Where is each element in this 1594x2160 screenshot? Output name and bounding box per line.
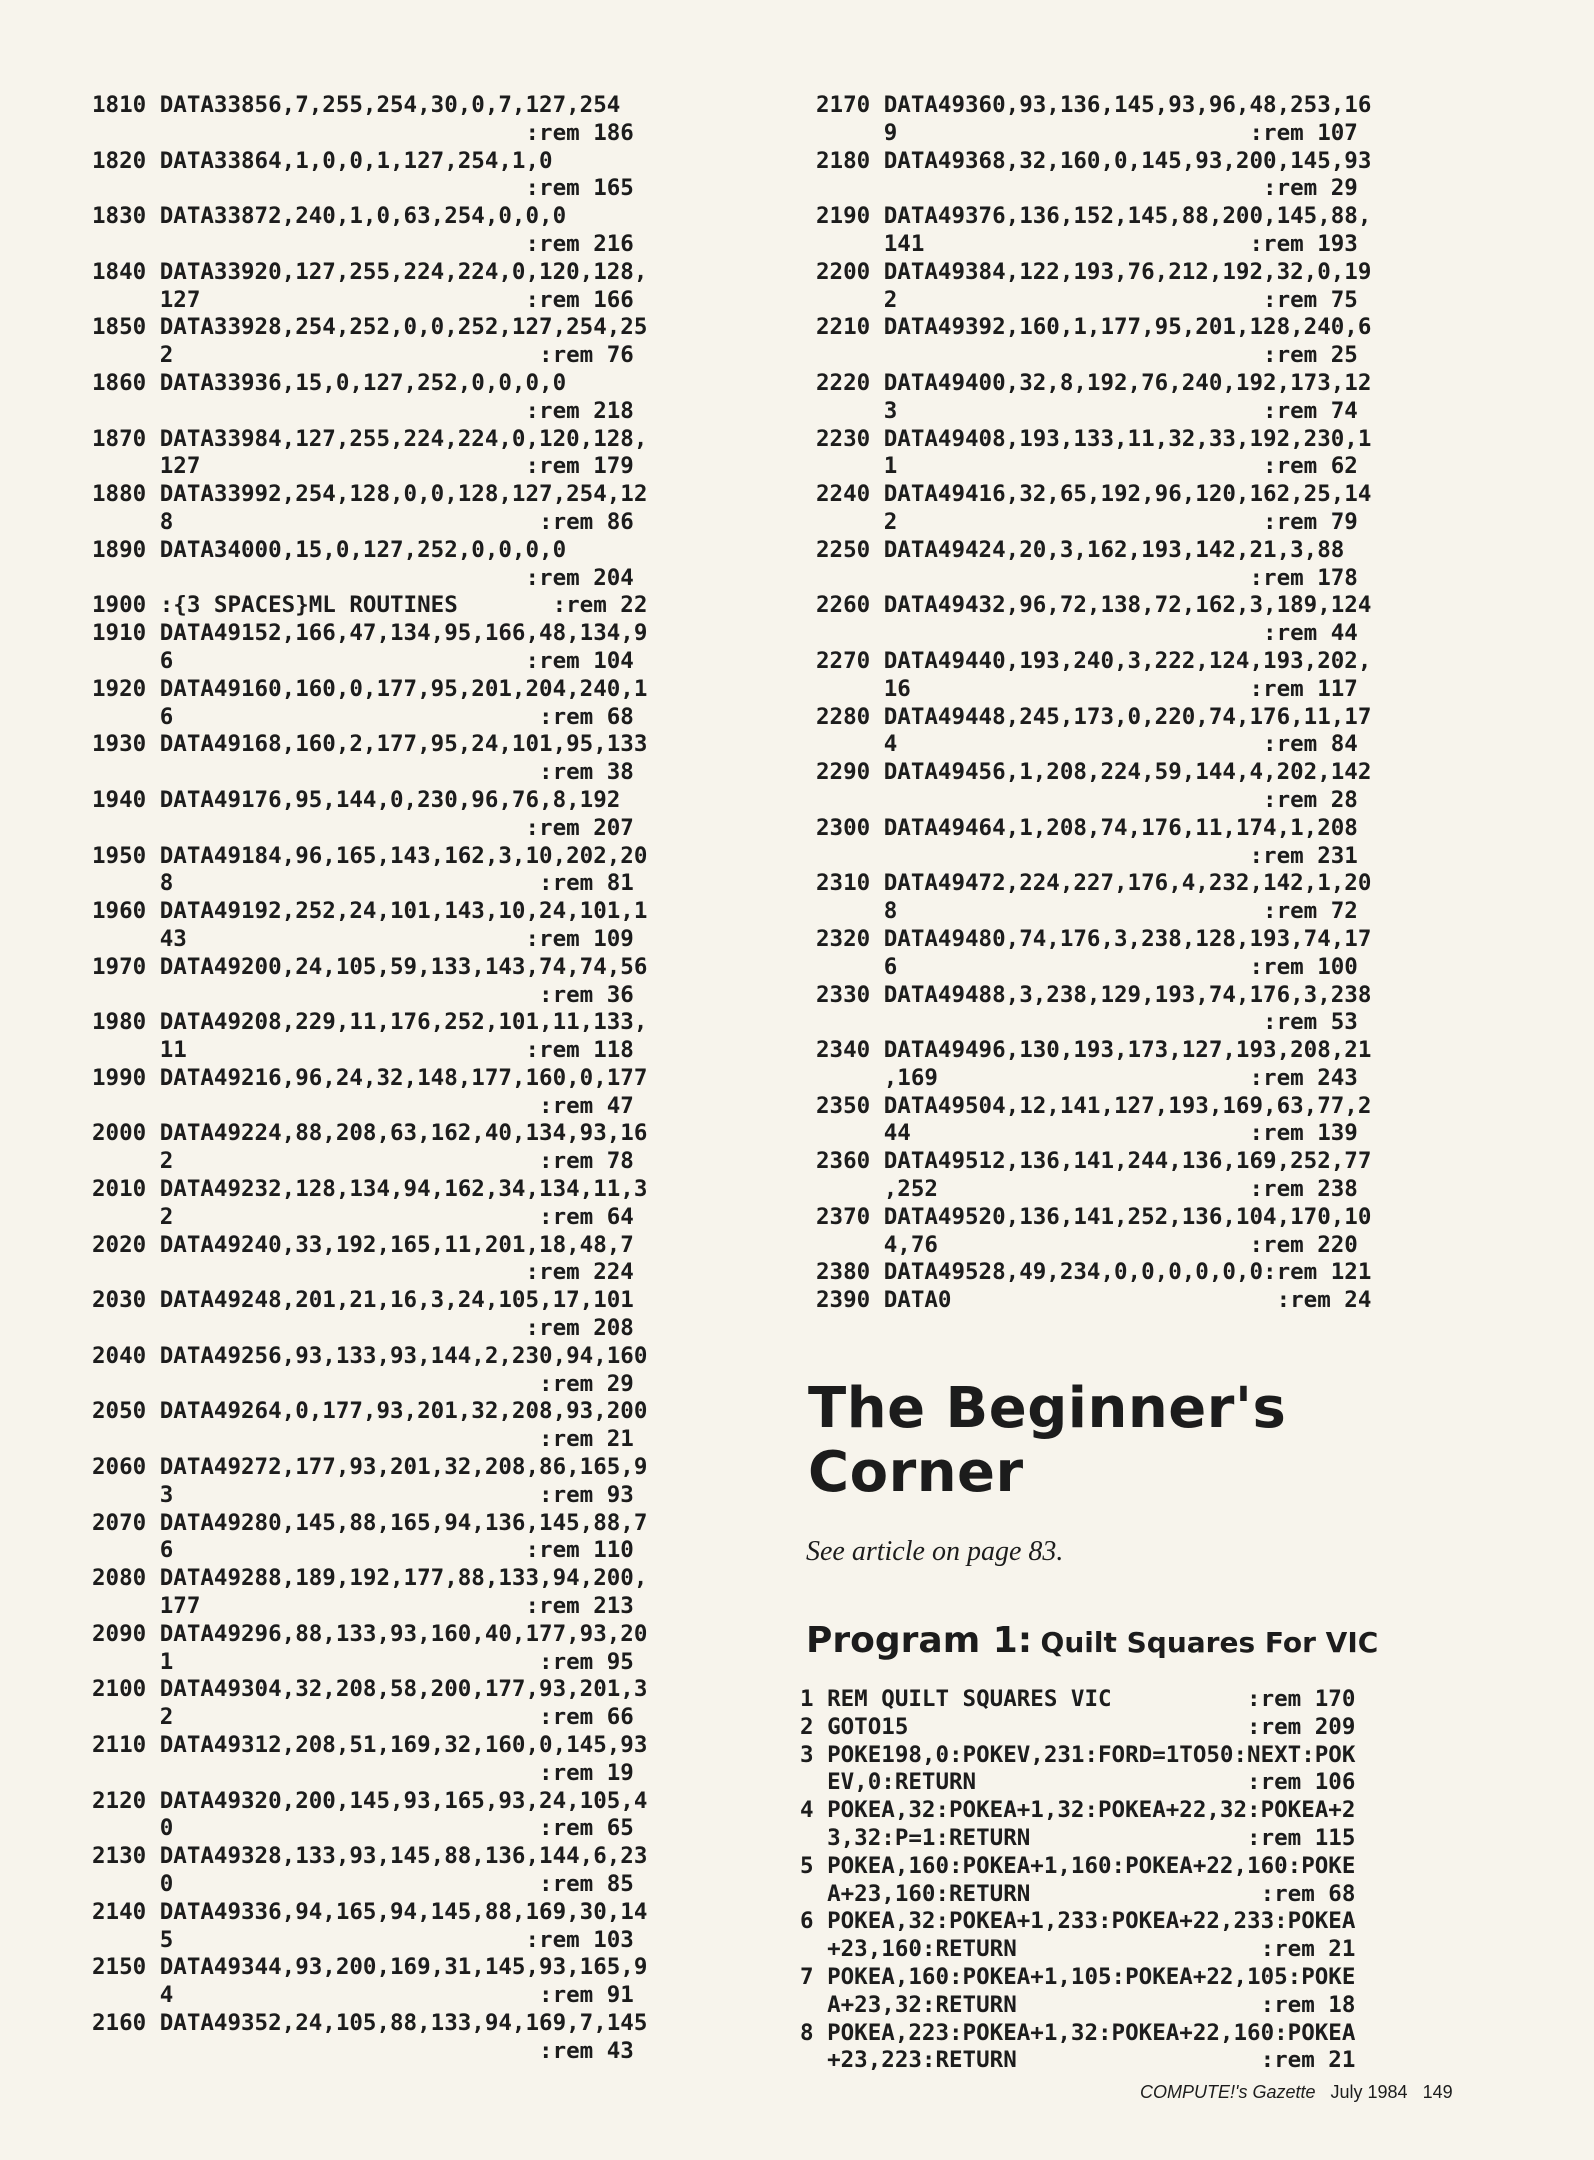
listing-line: :rem 218: [92, 397, 634, 424]
listing-line: 2050 DATA49264,0,177,93,201,32,208,93,200: [92, 1398, 648, 1425]
listing-line: :rem 208: [92, 1315, 634, 1342]
listing-line: 2080 DATA49288,189,192,177,88,133,94,200,: [92, 1565, 648, 1592]
listing-line: 2020 DATA49240,33,192,165,11,201,18,48,7: [92, 1231, 634, 1258]
listing-line: :rem 44: [816, 620, 1358, 647]
listing-line: 3 :rem 93: [92, 1481, 634, 1508]
listing-line: :rem 36: [92, 981, 634, 1008]
program-title-sub: Quilt Squares For VIC: [1040, 1626, 1379, 1659]
listing-line: 2210 DATA49392,160,1,177,95,201,128,240,6: [816, 314, 1372, 341]
listing-line: 2290 DATA49456,1,208,224,59,144,4,202,142: [816, 759, 1372, 786]
listing-line: :rem 28: [816, 786, 1358, 813]
listing-line: :rem 204: [92, 564, 634, 591]
section-heading-line1: The Beginner's: [808, 1376, 1287, 1441]
listing-line: 44 :rem 139: [816, 1120, 1358, 1147]
listing-line: 1 :rem 95: [92, 1648, 634, 1675]
listing-line: 2250 DATA49424,20,3,162,193,142,21,3,88: [816, 536, 1345, 563]
program-line: A+23,32:RETURN :rem 18: [800, 1991, 1356, 2018]
listing-line: 8 :rem 72: [816, 898, 1358, 925]
listing-line: 1970 DATA49200,24,105,59,133,143,74,74,56: [92, 953, 648, 980]
listing-line: 2110 DATA49312,208,51,169,32,160,0,145,93: [92, 1732, 648, 1759]
listing-line: 1920 DATA49160,160,0,177,95,201,204,240,1: [92, 675, 648, 702]
listing-line: :rem 38: [92, 759, 634, 786]
program-line: 1 REM QUILT SQUARES VIC :rem 170: [800, 1686, 1356, 1712]
listing-line: 2260 DATA49432,96,72,138,72,162,3,189,124: [816, 592, 1372, 619]
listing-line: 2230 DATA49408,193,133,11,32,33,192,230,1: [816, 425, 1372, 452]
listing-line: 11 :rem 118: [92, 1037, 634, 1064]
listing-line: ,169 :rem 243: [816, 1064, 1358, 1091]
program-line: 3,32:P=1:RETURN :rem 115: [800, 1824, 1356, 1851]
listing-line: 141 :rem 193: [816, 230, 1358, 257]
listing-line: 2380 DATA49528,49,234,0,0,0,0,0,0:rem 121: [816, 1259, 1372, 1286]
listing-line: 2 :rem 75: [816, 286, 1358, 313]
listing-line: 8 :rem 86: [92, 508, 634, 535]
listing-line: 2150 DATA49344,93,200,169,31,145,93,165,9: [92, 1954, 648, 1981]
listing-line: 2160 DATA49352,24,105,88,133,94,169,7,145: [92, 2009, 648, 2036]
listing-line: 2 :rem 66: [92, 1704, 634, 1731]
listing-line: 2000 DATA49224,88,208,63,162,40,134,93,16: [92, 1120, 648, 1147]
listing-line: :rem 178: [816, 564, 1358, 591]
listing-line: 8 :rem 81: [92, 870, 634, 897]
listing-line: 2240 DATA49416,32,65,192,96,120,162,25,14: [816, 481, 1372, 508]
listing-line: 1810 DATA33856,7,255,254,30,0,7,127,254: [92, 92, 621, 118]
program-line: 8 POKEA,223:POKEA+1,32:POKEA+22,160:POKEA: [800, 2019, 1356, 2046]
see-article-note: See article on page 83.: [806, 1536, 1064, 1567]
listing-line: 2220 DATA49400,32,8,192,76,240,192,173,12: [816, 369, 1372, 396]
program-listing: [800, 1686, 1355, 2075]
listing-line: 2040 DATA49256,93,133,93,144,2,230,94,160: [92, 1342, 648, 1369]
listing-line: 4,76 :rem 220: [816, 1231, 1358, 1258]
program-line: EV,0:RETURN :rem 106: [800, 1769, 1356, 1796]
listing-line: 16 :rem 117: [816, 675, 1358, 702]
listing-line: :rem 43: [92, 2037, 634, 2064]
listing-line: 1860 DATA33936,15,0,127,252,0,0,0,0: [92, 369, 567, 396]
listing-line: 2070 DATA49280,145,88,165,94,136,145,88,7: [92, 1509, 648, 1536]
listing-line: :rem 19: [92, 1759, 634, 1786]
section-heading: [808, 1377, 1286, 1505]
listing-line: :rem 47: [92, 1092, 634, 1119]
listing-line: 9 :rem 107: [816, 119, 1358, 146]
listing-line: 6 :rem 104: [92, 647, 634, 674]
listing-line: 2370 DATA49520,136,141,252,136,104,170,10: [816, 1203, 1372, 1230]
footer-date: July 1984: [1330, 2082, 1408, 2102]
listing-line: 2270 DATA49440,193,240,3,222,124,193,202,: [816, 647, 1372, 674]
listing-line: 0 :rem 65: [92, 1815, 634, 1842]
listing-line: :rem 29: [92, 1370, 634, 1397]
listing-line: 1830 DATA33872,240,1,0,63,254,0,0,0: [92, 203, 567, 230]
program-line: +23,160:RETURN :rem 21: [800, 1936, 1356, 1963]
listing-line: :rem 29: [816, 175, 1358, 202]
listing-line: 43 :rem 109: [92, 925, 634, 952]
listing-line: :rem 207: [92, 814, 634, 841]
listing-line: 1930 DATA49168,160,2,177,95,24,101,95,133: [92, 731, 648, 758]
listing-line: 6 :rem 110: [92, 1537, 634, 1564]
listing-line: 6 :rem 68: [92, 703, 634, 730]
listing-line: 0 :rem 85: [92, 1871, 634, 1897]
listing-line: 2300 DATA49464,1,208,74,176,11,174,1,208: [816, 814, 1358, 841]
page-footer: [1140, 2082, 1453, 2103]
listing-line: 2360 DATA49512,136,141,244,136,169,252,77: [816, 1148, 1372, 1175]
listing-line: :rem 216: [92, 230, 634, 257]
listing-line: :rem 224: [92, 1259, 634, 1286]
listing-line: 1980 DATA49208,229,11,176,252,101,11,133,: [92, 1009, 648, 1036]
program-line: 2 GOTO15 :rem 209: [800, 1713, 1356, 1740]
listing-line: 4 :rem 91: [92, 1982, 634, 2009]
listing-line: 2140 DATA49336,94,165,94,145,88,169,30,14: [92, 1898, 648, 1925]
listing-line: 2200 DATA49384,122,193,76,212,192,32,0,19: [816, 258, 1372, 285]
listing-line: 1840 DATA33920,127,255,224,224,0,120,128,: [92, 258, 648, 285]
listing-line: 5 :rem 103: [92, 1926, 634, 1953]
listing-line: 6 :rem 100: [816, 953, 1358, 980]
listing-line: :rem 53: [816, 1009, 1358, 1036]
listing-line: 3 :rem 74: [816, 397, 1358, 424]
listing-line: 1890 DATA34000,15,0,127,252,0,0,0,0: [92, 536, 567, 563]
program-line: +23,223:RETURN :rem 21: [800, 2047, 1356, 2074]
listing-line: 1990 DATA49216,96,24,32,148,177,160,0,177: [92, 1064, 648, 1091]
listing-line: 4 :rem 84: [816, 731, 1358, 758]
listing-line: 2180 DATA49368,32,160,0,145,93,200,145,93: [816, 147, 1372, 174]
listing-line: 2 :rem 64: [92, 1203, 634, 1230]
program-line: A+23,160:RETURN :rem 68: [800, 1880, 1356, 1907]
listing-line: 2120 DATA49320,200,145,93,165,93,24,105,4: [92, 1787, 648, 1814]
listing-line: 2030 DATA49248,201,21,16,3,24,105,17,101: [92, 1287, 634, 1314]
listing-line: 2310 DATA49472,224,227,176,4,232,142,1,20: [816, 870, 1372, 897]
listing-line: 1870 DATA33984,127,255,224,224,0,120,128,: [92, 425, 648, 452]
listing-line: :rem 186: [92, 119, 634, 146]
listing-line: 2170 DATA49360,93,136,145,93,96,48,253,16: [816, 92, 1372, 118]
listing-line: 2340 DATA49496,130,193,173,127,193,208,21: [816, 1037, 1372, 1064]
program-title-main: Program 1:: [806, 1620, 1033, 1661]
section-heading-line2: Corner: [808, 1440, 1024, 1505]
listing-line: 1 :rem 62: [816, 453, 1358, 480]
program-line: 4 POKEA,32:POKEA+1,32:POKEA+22,32:POKEA+2: [800, 1797, 1356, 1824]
listing-line: 2 :rem 76: [92, 342, 634, 369]
listing-right-column: [816, 92, 1371, 1315]
listing-line: 2130 DATA49328,133,93,145,88,136,144,6,23: [92, 1843, 648, 1870]
listing-line: 1820 DATA33864,1,0,0,1,127,254,1,0: [92, 147, 553, 174]
program-line: 3 POKE198,0:POKEV,231:FORD=1TO50:NEXT:POK: [800, 1741, 1356, 1768]
listing-line: 1950 DATA49184,96,165,143,162,3,10,202,20: [92, 842, 648, 869]
listing-line: 2010 DATA49232,128,134,94,162,34,134,11,3: [92, 1176, 648, 1203]
listing-line: 127 :rem 166: [92, 286, 634, 313]
listing-line: :rem 21: [92, 1426, 634, 1453]
listing-line: 2 :rem 78: [92, 1148, 634, 1175]
listing-line: ,252 :rem 238: [816, 1176, 1358, 1203]
listing-line: 2320 DATA49480,74,176,3,238,128,193,74,17: [816, 925, 1372, 952]
listing-line: 2060 DATA49272,177,93,201,32,208,86,165,9: [92, 1454, 648, 1481]
listing-line: 1940 DATA49176,95,144,0,230,96,76,8,192: [92, 786, 621, 813]
listing-line: 177 :rem 213: [92, 1593, 634, 1620]
listing-left-column: [92, 92, 647, 2066]
listing-line: 2280 DATA49448,245,173,0,220,74,176,11,17: [816, 703, 1372, 730]
listing-line: 2100 DATA49304,32,208,58,200,177,93,201,3: [92, 1676, 648, 1703]
listing-line: 127 :rem 179: [92, 453, 634, 480]
listing-line: 2330 DATA49488,3,238,129,193,74,176,3,238: [816, 981, 1372, 1008]
listing-line: 2390 DATA0 :rem 24: [816, 1287, 1372, 1314]
listing-line: 1900 :{3 SPACES}ML ROUTINES :rem 22: [92, 592, 648, 619]
listing-line: 2350 DATA49504,12,141,127,193,169,63,77,2: [816, 1092, 1372, 1119]
program-line: 6 POKEA,32:POKEA+1,233:POKEA+22,233:POKEA: [800, 1908, 1356, 1935]
listing-line: :rem 231: [816, 842, 1358, 869]
program-line: 5 POKEA,160:POKEA+1,160:POKEA+22,160:POKE: [800, 1852, 1356, 1879]
listing-line: 1880 DATA33992,254,128,0,0,128,127,254,12: [92, 481, 648, 508]
listing-line: :rem 25: [816, 342, 1358, 369]
listing-line: 1910 DATA49152,166,47,134,95,166,48,134,9: [92, 620, 648, 647]
program-title: [806, 1620, 1378, 1661]
listing-line: 1960 DATA49192,252,24,101,143,10,24,101,1: [92, 898, 648, 925]
program-line: 7 POKEA,160:POKEA+1,105:POKEA+22,105:POKE: [800, 1963, 1356, 1990]
listing-line: 2190 DATA49376,136,152,145,88,200,145,88,: [816, 203, 1372, 230]
footer-page-number: 149: [1422, 2082, 1453, 2102]
listing-line: 2090 DATA49296,88,133,93,160,40,177,93,20: [92, 1620, 648, 1647]
listing-line: 1850 DATA33928,254,252,0,0,252,127,254,25: [92, 314, 648, 341]
listing-line: 2 :rem 79: [816, 508, 1358, 535]
footer-publication: COMPUTE!'s Gazette: [1140, 2082, 1316, 2102]
listing-line: :rem 165: [92, 175, 634, 202]
